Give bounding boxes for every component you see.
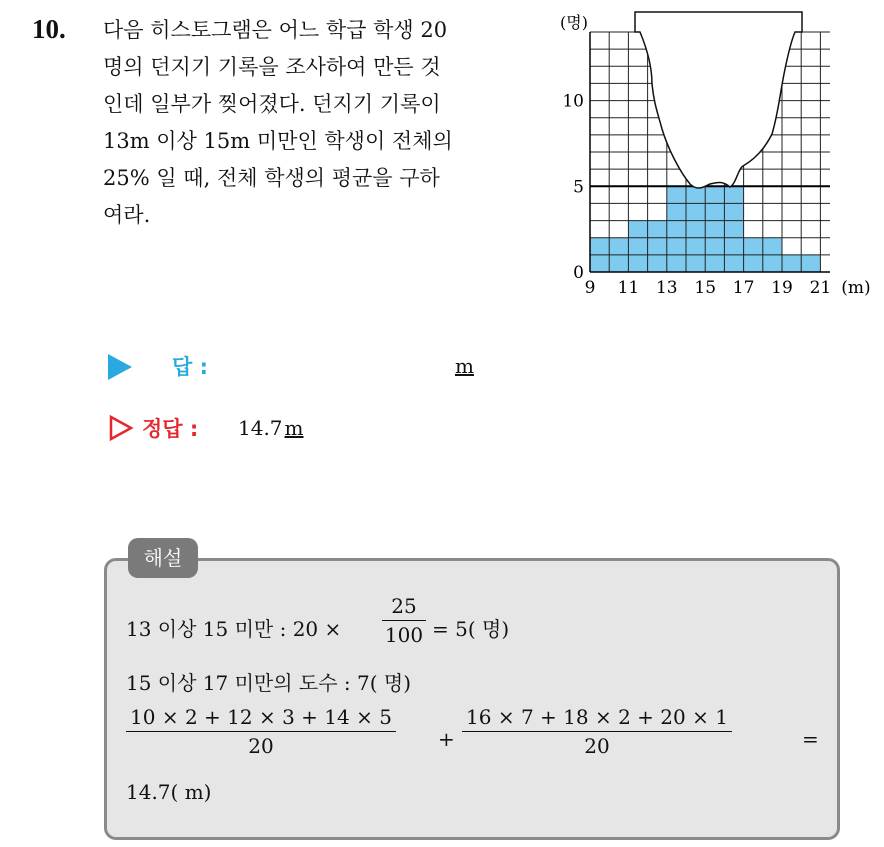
solution-plus: + xyxy=(438,727,455,751)
correct-unit: m xyxy=(284,416,304,440)
solution-fraction-percent xyxy=(382,594,426,647)
y-tick-label: 10 xyxy=(562,91,584,112)
solution-equals: = xyxy=(802,727,819,751)
x-tick-label: 15 xyxy=(694,278,717,298)
solution-result: 14.7( m) xyxy=(126,780,212,804)
fraction-bar xyxy=(462,731,732,732)
correct-value-wrap xyxy=(238,416,304,440)
x-tick-label: 21 xyxy=(809,278,832,298)
outline-triangle-icon xyxy=(108,414,134,442)
question-line: 다음 히스토그램은 어느 학급 학생 20 xyxy=(103,18,448,42)
solution-tag: 해설 xyxy=(128,538,198,578)
x-axis-label: (m) xyxy=(841,278,871,298)
fraction-denominator: 20 xyxy=(584,734,610,758)
question-line: 25% 일 때, 전체 학생의 평균을 구하 xyxy=(103,166,440,190)
solution-line2: 15 이상 17 미만의 도수 : 7( 명) xyxy=(126,671,412,695)
question-line: 명의 던지기 기록을 조사하여 만든 것 xyxy=(103,55,441,79)
fraction-numerator: 10 × 2 + 12 × 3 + 14 × 5 xyxy=(130,705,392,729)
solution-fraction-2 xyxy=(462,705,732,758)
x-tick-label: 11 xyxy=(617,278,640,298)
question-line: 13m 이상 15m 미만인 학생이 전체의 xyxy=(103,129,453,153)
question-text xyxy=(103,12,523,234)
x-tick-label: 9 xyxy=(584,278,596,298)
question-line: 인데 일부가 찢어졌다. 던지기 기록이 xyxy=(103,92,441,116)
fraction-bar xyxy=(126,731,396,732)
answer-label: 답 : xyxy=(172,355,208,379)
correct-answer-row xyxy=(108,410,508,446)
fraction-numerator: 25 xyxy=(391,594,417,618)
question-line: 여라. xyxy=(103,203,151,227)
x-tick-label: 17 xyxy=(732,278,755,298)
y-axis-label: (명) xyxy=(560,13,588,32)
correct-value: 14.7 xyxy=(238,416,283,440)
solution-fraction-1 xyxy=(126,705,396,758)
fraction-bar xyxy=(382,620,426,621)
x-tick-label: 13 xyxy=(655,278,678,298)
fraction-denominator: 20 xyxy=(248,734,274,758)
x-tick-label: 19 xyxy=(771,278,793,298)
answer-row xyxy=(108,348,508,384)
answer-unit: m xyxy=(455,354,474,378)
correct-label: 정답 : xyxy=(142,417,199,441)
torn-paper-mask xyxy=(635,12,802,188)
histogram-chart xyxy=(540,13,871,304)
y-tick-label: 0 xyxy=(573,263,584,283)
question-number: 10. xyxy=(32,14,66,44)
solution-line1-suffix: = 5( 명) xyxy=(432,617,510,641)
y-tick-label: 5 xyxy=(573,177,584,198)
fraction-denominator: 100 xyxy=(384,623,424,647)
solution-box xyxy=(104,558,840,840)
solution-line1-prefix: 13 이상 15 미만 : 20 × xyxy=(126,617,342,641)
fraction-numerator: 16 × 7 + 18 × 2 + 20 × 1 xyxy=(466,705,728,729)
filled-triangle-icon xyxy=(108,354,132,380)
